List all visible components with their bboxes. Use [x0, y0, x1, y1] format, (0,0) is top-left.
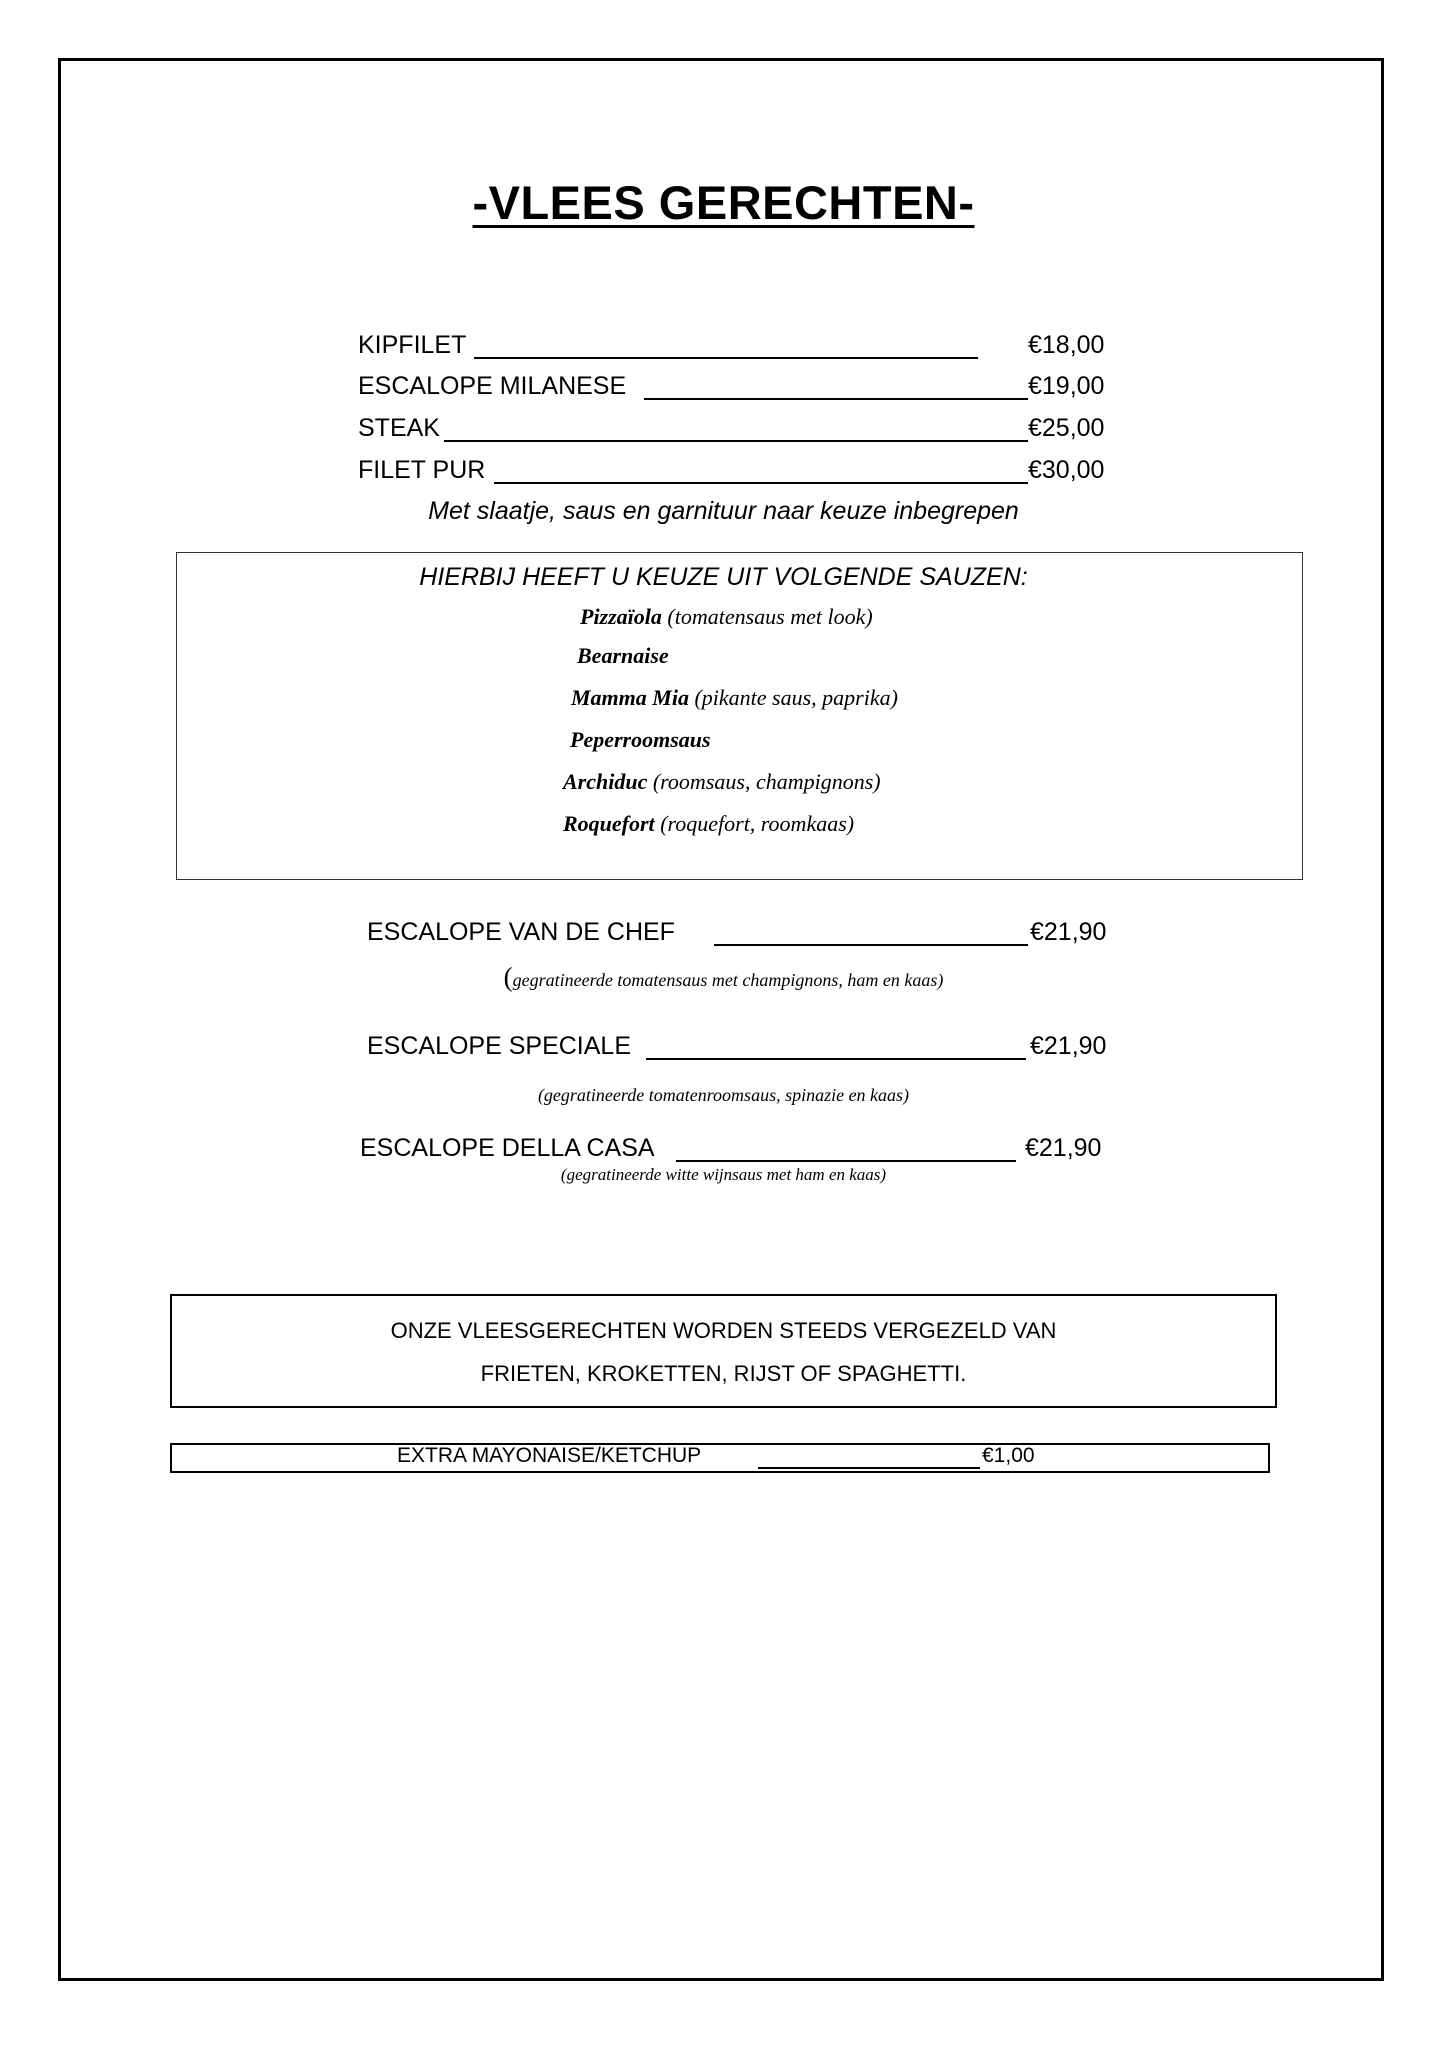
- sauce-item: [580, 604, 873, 630]
- menu-item-steak: [358, 413, 1118, 445]
- menu-item-escalope-van-de-chef: [367, 917, 1127, 949]
- sauce-name: Roquefort: [563, 811, 655, 836]
- menu-item-name: ESCALOPE MILANESE: [358, 372, 627, 400]
- extra-item-price: €1,00: [982, 1444, 1035, 1467]
- sauce-item: [570, 727, 711, 753]
- dotted-leader: [494, 482, 1028, 484]
- sides-info-line: ONZE VLEESGERECHTEN WORDEN STEEDS VERGEZELD VAN: [390, 1318, 1057, 1343]
- dotted-leader: [444, 440, 1028, 442]
- extra-item-name: EXTRA MAYONAISE/KETCHUP: [397, 1444, 702, 1467]
- menu-item-name: KIPFILET: [358, 331, 467, 359]
- menu-item-name: FILET PUR: [358, 456, 486, 484]
- menu-item-name: ESCALOPE VAN DE CHEF: [367, 918, 675, 946]
- sauce-desc: (pikante saus, paprika): [694, 685, 898, 710]
- dotted-leader: [714, 944, 1028, 946]
- menu-item-price: €21,90: [1025, 1134, 1102, 1162]
- description-text: gegratineerde tomatensaus met champignons, ham en kaas): [512, 970, 944, 990]
- sauce-desc: (roomsaus, champignons): [652, 769, 881, 794]
- menu-item-price: €21,90: [1030, 918, 1107, 946]
- menu-item-name: STEAK: [358, 414, 440, 442]
- menu-item-kipfilet: [358, 330, 1118, 362]
- dotted-leader: [758, 1467, 980, 1469]
- menu-item-escalope-milanese: [358, 371, 1118, 403]
- sauce-name: Bearnaise: [577, 643, 669, 668]
- sauce-item: [577, 643, 669, 669]
- dotted-leader: [474, 357, 978, 359]
- extra-box: [170, 1443, 1270, 1473]
- menu-item-name: ESCALOPE SPECIALE: [367, 1032, 632, 1060]
- menu-item-price: €21,90: [1030, 1032, 1107, 1060]
- sauce-item: [563, 811, 854, 837]
- menu-item-price: €30,00: [1028, 456, 1105, 484]
- sauce-desc: (roquefort, roomkaas): [660, 811, 855, 836]
- sauce-name: Mamma Mia: [571, 685, 689, 710]
- dotted-leader: [646, 1058, 1026, 1060]
- sauce-name: Peperroomsaus: [570, 727, 711, 752]
- included-note: Met slaatje, saus en garnituur naar keuze inbegrepen: [428, 497, 1019, 525]
- sauce-name: Archiduc: [563, 769, 648, 794]
- menu-item-price: €18,00: [1028, 331, 1105, 359]
- page-title: -VLEES GERECHTEN-: [472, 176, 975, 229]
- dotted-leader: [644, 398, 1028, 400]
- escalope-description: (gegratineerde witte wijnsaus met ham en kaas): [560, 1165, 887, 1184]
- menu-item-escalope-della-casa: [360, 1133, 1120, 1165]
- sides-info-line: FRIETEN, KROKETTEN, RIJST OF SPAGHETTI.: [480, 1361, 967, 1386]
- dotted-leader: [676, 1160, 1016, 1162]
- escalope-description: [0, 962, 1447, 993]
- menu-item-escalope-speciale: [367, 1031, 1127, 1063]
- menu-item-price: €25,00: [1028, 414, 1105, 442]
- sauce-item: [571, 685, 898, 711]
- sauce-desc: (tomatensaus met look): [667, 604, 873, 629]
- sauce-name: Pizzaïola: [580, 604, 662, 629]
- escalope-description: (gegratineerde tomatenroomsaus, spinazie en kaas): [537, 1085, 910, 1105]
- menu-item-price: €19,00: [1028, 372, 1105, 400]
- menu-item-filet-pur: [358, 455, 1118, 487]
- menu-item-name: ESCALOPE DELLA CASA: [360, 1134, 655, 1162]
- sauce-item: [563, 769, 881, 795]
- sides-info-box: [170, 1294, 1277, 1408]
- sauce-heading: HIERBIJ HEEFT U KEUZE UIT VOLGENDE SAUZEN:: [419, 563, 1028, 591]
- description-paren: (: [503, 962, 513, 992]
